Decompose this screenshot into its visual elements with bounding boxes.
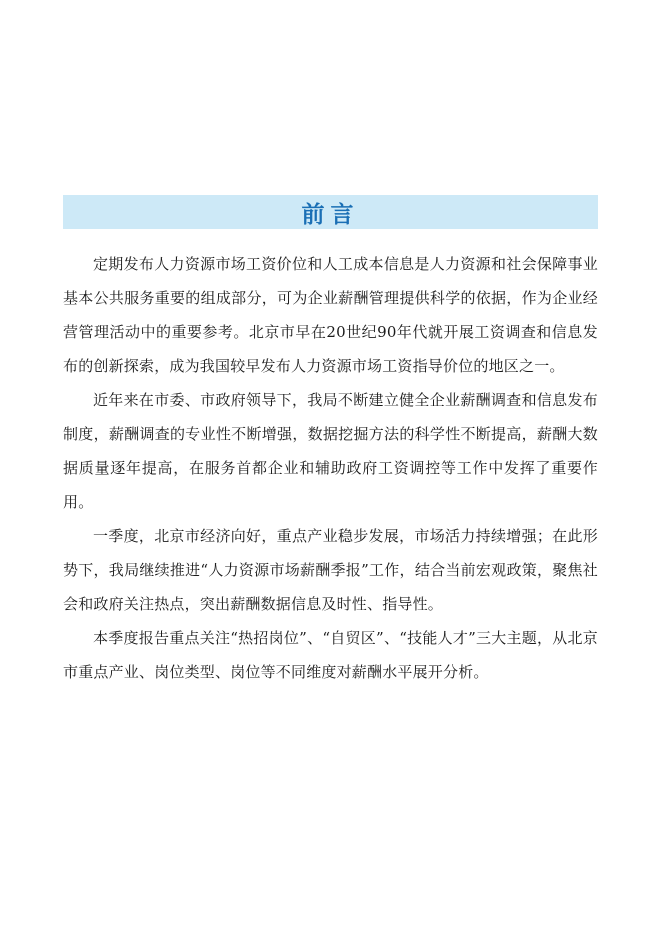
paragraph-4: 本季度报告重点关注“热招岗位”、“自贸区”、“技能人才”三大主题，从北京市重点产业、岗位类型、岗位等不同维度对薪酬水平展开分析。 xyxy=(63,629,598,681)
body-text xyxy=(63,247,598,689)
paragraph-3: 一季度，北京市经济向好，重点产业稳步发展，市场活力持续增强；在此形势下，我局继续推进“人力资源市场薪酬季报”工作，结合当前宏观政策，聚焦社会和政府关注热点，突出薪酬数据信息及时性、指导性。 xyxy=(63,527,598,613)
paragraph-1: 定期发布人力资源市场工资价位和人工成本信息是人力资源和社会保障事业基本公共服务重要的组成部分，可为企业薪酬管理提供科学的依据，作为企业经营管理活动中的重要参考。北京市早在20世纪90年代就开展工资调查和信息发布的创新探索，成为我国较早发布人力资源市场工资指导价位的地区之一。 xyxy=(63,255,598,375)
paragraph-2: 近年来在市委、市政府领导下，我局不断建立健全企业薪酬调查和信息发布制度，薪酬调查的专业性不断增强，数据挖掘方法的科学性不断提高，薪酬大数据质量逐年提高，在服务首都企业和辅助政府工资调控等工作中发挥了重要作用。 xyxy=(63,391,598,511)
title-banner xyxy=(63,195,598,229)
page-title: 前言 xyxy=(301,201,360,228)
